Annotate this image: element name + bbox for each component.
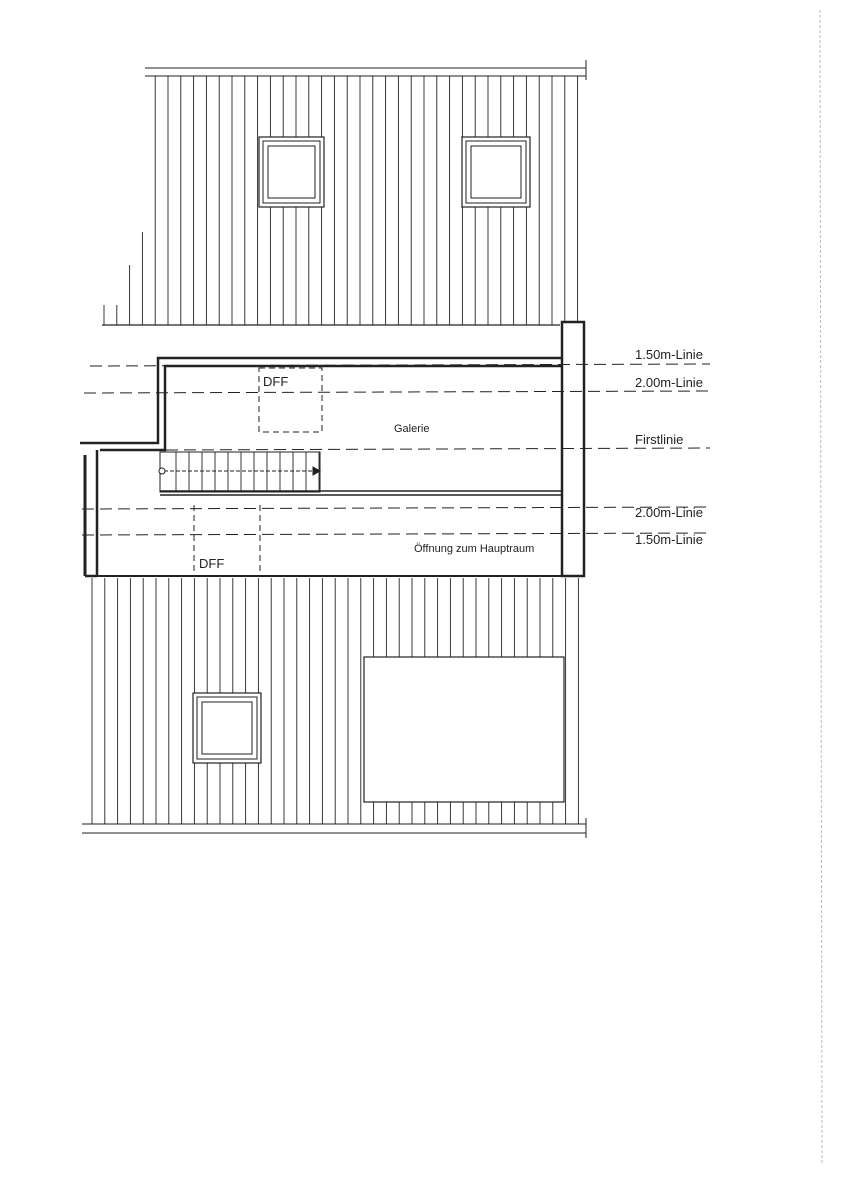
skylight-window [462, 137, 530, 207]
skylight-window [259, 137, 324, 207]
roof-opening-panel [364, 657, 564, 802]
lower-roof-area [82, 578, 586, 838]
staircase [176, 452, 319, 492]
page-edge-line [820, 10, 822, 1165]
opening-label: Öffnung zum Hauptraum [414, 543, 535, 555]
line-label-200-top: 2.00m-Linie [635, 375, 703, 390]
dff-label-top: DFF [263, 374, 289, 389]
height-lines [82, 364, 710, 535]
line-label-150-top: 1.50m-Linie [635, 347, 703, 362]
ridge-line-label: Firstlinie [635, 432, 684, 447]
upper-roof-area [102, 60, 586, 325]
line-label-150-bottom: 1.50m-Linie [635, 532, 703, 547]
line-label-200-bottom: 2.00m-Linie [635, 505, 703, 520]
gallery-label: Galerie [394, 423, 430, 435]
skylight-window [193, 693, 261, 763]
dff-label-bottom: DFF [199, 556, 225, 571]
